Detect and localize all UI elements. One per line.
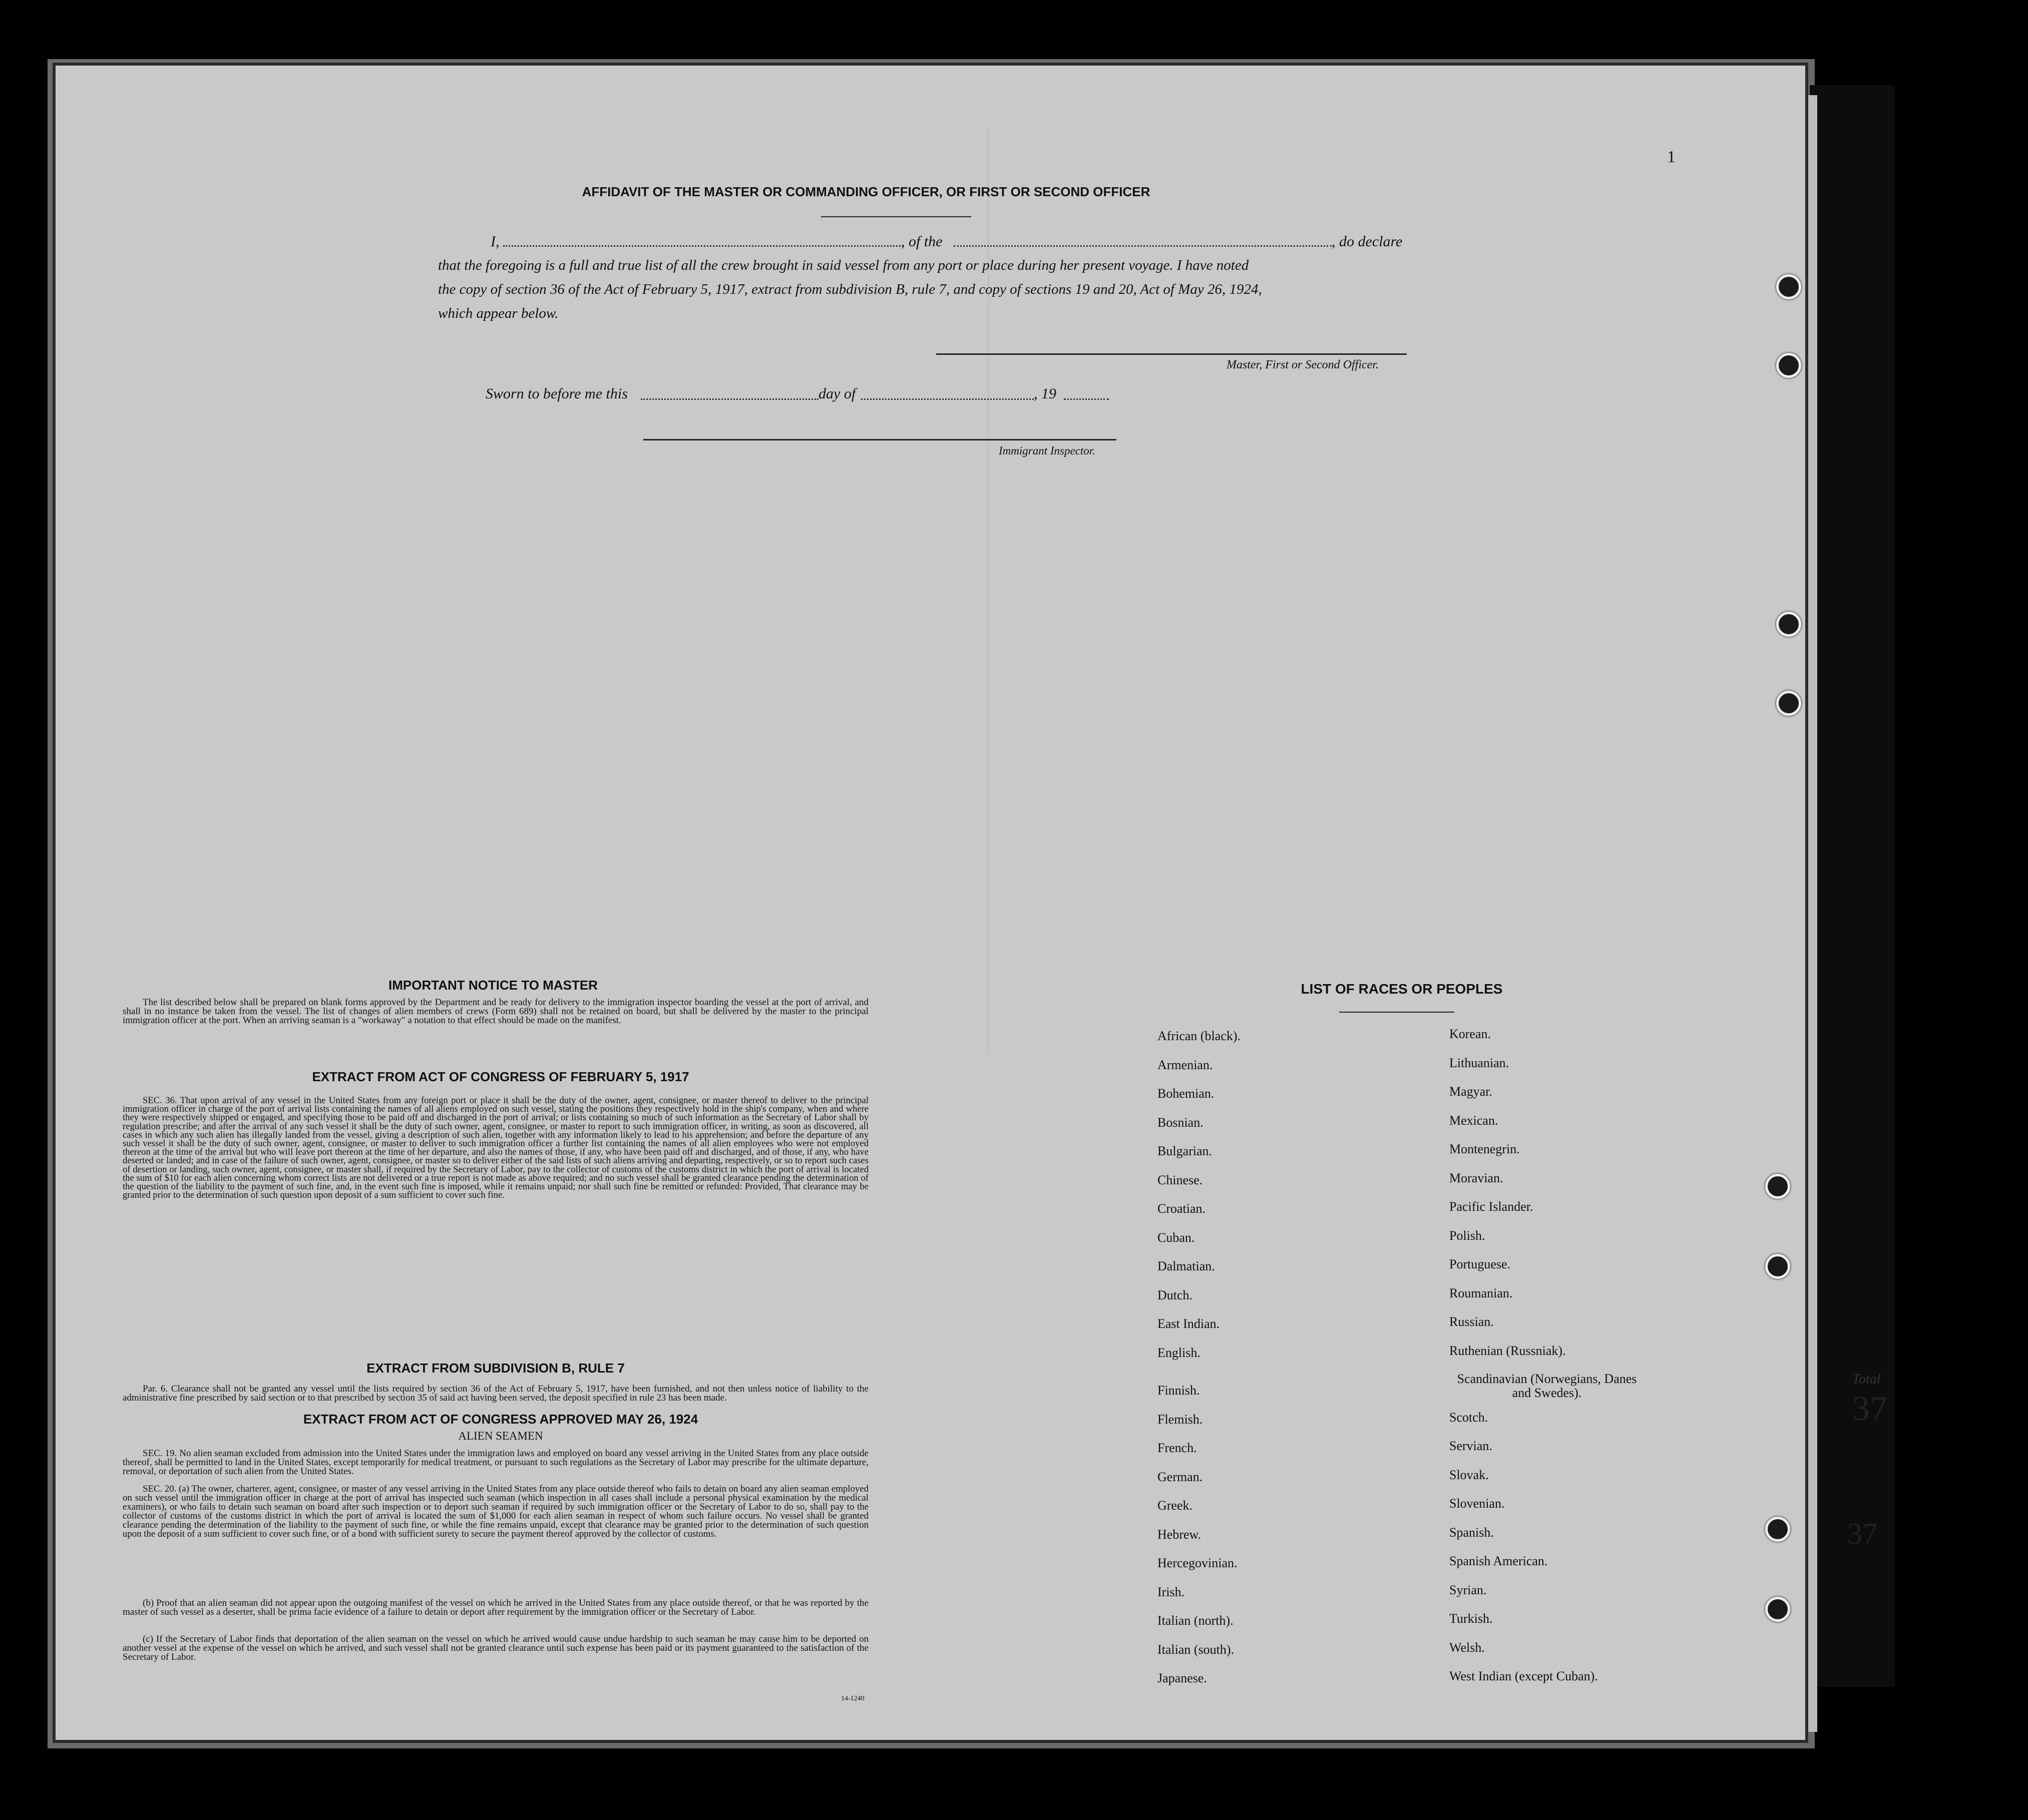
race-item: Russian. [1449, 1314, 1494, 1329]
punch-hole [1765, 1597, 1790, 1622]
race-item: Croatian. [1157, 1201, 1206, 1216]
race-item: Mexican. [1449, 1113, 1498, 1128]
race-item: Korean. [1449, 1027, 1491, 1041]
race-item: Dalmatian. [1157, 1259, 1215, 1273]
race-item: Spanish American. [1449, 1554, 1548, 1568]
race-item: Montenegrin. [1449, 1142, 1520, 1156]
race-item: Hercegovinian. [1157, 1556, 1238, 1570]
race-item: Servian. [1449, 1439, 1492, 1453]
race-item: Greek. [1157, 1498, 1193, 1513]
race-item: Slovak. [1449, 1467, 1489, 1482]
sworn-prefix: Sworn to before me this [486, 385, 628, 402]
alien-seamen-subtitle: ALIEN SEAMEN [458, 1430, 543, 1442]
race-item: Cuban. [1157, 1230, 1195, 1245]
race-item: Lithuanian. [1449, 1055, 1509, 1070]
race-item: Scandinavian (Norwegians, Danes and Swedes). [1457, 1372, 1637, 1400]
race-item: Ruthenian (Russniak). [1449, 1343, 1566, 1358]
race-item: Roumanian. [1449, 1285, 1513, 1300]
inspector-line [643, 439, 1116, 440]
sec19-text: SEC. 19. No alien seaman excluded from admission into the United States under the immigration laws and employed on board any vessel arriving in the United States from any place outside thereof, shall be permitted to land in the United States, except temporarily for medical treatment, or pursuant to such regulations as the Secretary of Labor may prescribe for the ultimate departure, removal, or deportation of such alien from the United States. [123, 1448, 869, 1477]
notice-title: IMPORTANT NOTICE TO MASTER [388, 978, 598, 993]
underlying-page-dark [1810, 85, 1895, 1687]
race-item: Finnish. [1157, 1383, 1200, 1398]
affidavit-title: AFFIDAVIT OF THE MASTER OR COMMANDING OFFICER, OR FIRST OR SECOND OFFICER [582, 184, 1150, 199]
race-item: Bosnian. [1157, 1115, 1203, 1130]
race-item: African (black). [1157, 1029, 1241, 1043]
race-item: Pacific Islander. [1449, 1199, 1533, 1214]
sworn-year: , 19 [1034, 385, 1056, 402]
affidavit-line4: which appear below. [438, 305, 559, 321]
affidavit-line1-i: I, [491, 233, 500, 250]
punch-hole [1776, 612, 1801, 637]
rule7-text: Par. 6. Clearance shall not be granted any vessel until the lists required by section 36 of the Act of February 5, 1917, have been furnished, and not then unless notice of liability to the administrative fine prescribed by said section or to that prescribed by section 35 of said act having been served, the deposit specified in rule 23 has been made. [123, 1384, 869, 1403]
second-total-value: 37 [1847, 1517, 1877, 1550]
affidavit-line2: that the foregoing is a full and true list of all the crew brought in said vessel from any port or place during her present voyage. I have noted [438, 257, 1249, 273]
blank-name [503, 245, 904, 247]
extract-1917-title: EXTRACT FROM ACT OF CONGRESS OF FEBRUARY 5, 1917 [312, 1069, 689, 1084]
punch-hole [1765, 1254, 1790, 1279]
race-item: Polish. [1449, 1228, 1485, 1243]
page-number: 1 [1667, 148, 1676, 166]
race-item: East Indian. [1157, 1316, 1220, 1331]
total-label: Total [1852, 1372, 1881, 1387]
blank-sworn-year [1064, 398, 1109, 400]
race-item: Armenian. [1157, 1057, 1213, 1072]
total-value: 37 [1852, 1390, 1887, 1428]
punch-hole [1765, 1174, 1790, 1199]
affidavit-line1-of: , of the [901, 233, 943, 250]
race-item: West Indian (except Cuban). [1449, 1669, 1598, 1683]
race-item: Turkish. [1449, 1611, 1493, 1626]
blank-vessel [954, 245, 1332, 247]
sworn-day: day of [819, 385, 856, 402]
race-item: Scotch. [1449, 1410, 1488, 1425]
punch-hole [1776, 274, 1801, 299]
punch-hole [1765, 1517, 1790, 1542]
sec20c-text: (c) If the Secretary of Labor finds that deportation of the alien seaman on the vessel on which he arrived would cause undue hardship to such seaman he may cause him to be deported on another vessel at the expense of the vessel on which he arrived, and such vessel shall not be granted clearance until such expense has been paid or its payment guaranteed to the satisfaction of the Secretary of Labor. [123, 1634, 869, 1662]
punch-hole [1776, 353, 1801, 378]
race-item: Italian (north). [1157, 1613, 1234, 1628]
race-item: Welsh. [1449, 1640, 1485, 1655]
race-item: Japanese. [1157, 1671, 1207, 1685]
inspector-label: Immigrant Inspector. [999, 444, 1095, 457]
race-item: Flemish. [1157, 1412, 1203, 1427]
form-number: 14-1240 [841, 1695, 865, 1702]
affidavit-line1-declare: , do declare [1332, 233, 1403, 250]
races-title: LIST OF RACES OR PEOPLES [1301, 981, 1503, 997]
race-item: Irish. [1157, 1584, 1185, 1599]
race-item: Italian (south). [1157, 1642, 1235, 1657]
title-underline [821, 216, 971, 217]
race-item: Magyar. [1449, 1084, 1492, 1099]
extract-1917-text: SEC. 36. That upon arrival of any vessel in the United States from any foreign port or place it shall be the duty of the owner, agent, consignee, or master thereof to deliver to the principal immigration officer in charge of the port of arrival lists containing the names of all aliens employed on such vessel, stating the positions they respectively hold in the ship's company, when and where they were respectively shipped or engaged, and specifying those to be paid off and discharged in the port of arrival; or lists containing so much of such information as the Secretary of Labor shall by regulation prescribe; and after the arrival of any such vessel it shall be the duty of such owner, agent, consignee, or master to report to such immigration officer, in writing, as soon as discovered, all cases in which any such alien has illegally landed from the vessel, giving a description of such alien, together with any information likely to lead to his apprehension; and before the departure of any such vessel it shall be the duty of such owner, agent, consignee, or master to deliver to such immigration officer a further list containing the names of all alien employees who were not employed thereon at the time of the arrival but who will leave port thereon at the time of her departure, and also the names of those, if any, who have been paid off and discharged, and of those, if any, who have deserted or landed; and in case of the failure of such owner, agent, consignee, or master so to deliver either of the said lists of such aliens arriving and departing, respectively, or so to report such cases of desertion or landing, such owner, agent, consignee, or master shall, if required by the Secretary of Labor, pay to the collector of customs of the customs district in which the port of arrival is located the sum of $10 for each alien concerning whom correct lists are not delivered or a true report is not made as above required; and no such vessel shall be granted clearance pending the determination of the question of the liability to the payment of such fine, and, in the event such fine is imposed, while it remains unpaid; nor shall such fine be remitted or refunded: Provided, That clearance may be granted prior to the determination of such question upon deposit of a sum sufficient to cover such fine. [123, 1095, 869, 1201]
affidavit-line3: the copy of section 36 of the Act of February 5, 1917, extract from subdivision B, rule 7, and copy of sections 19 and 20, Act of May 26, 1924, [438, 281, 1262, 297]
extract-1924-title: EXTRACT FROM ACT OF CONGRESS APPROVED MAY 26, 1924 [303, 1412, 698, 1427]
race-item: Bulgarian. [1157, 1144, 1212, 1158]
blank-sworn-month [861, 398, 1034, 400]
rule7-title: EXTRACT FROM SUBDIVISION B, RULE 7 [366, 1360, 625, 1376]
race-item: Moravian. [1449, 1170, 1503, 1185]
sec20b-text: (b) Proof that an alien seaman did not appear upon the outgoing manifest of the vessel on which he arrived in the United States from any place outside thereof, or that he was reported by the master of such vessel as a deserter, shall be prima facie evidence of a failure to detain or deport after requirement by the immigration officer or the Secretary of Labor. [123, 1598, 869, 1617]
race-item: German. [1157, 1469, 1203, 1484]
signature-line [936, 353, 1407, 355]
blank-sworn-date [641, 398, 819, 400]
race-item: Portuguese. [1449, 1257, 1511, 1271]
race-item: Chinese. [1157, 1172, 1203, 1187]
races-title-underline [1339, 1012, 1454, 1013]
race-item: Bohemian. [1157, 1086, 1214, 1101]
sec20a-text: SEC. 20. (a) The owner, charterer, agent, consignee, or master of any vessel arriving in the United States from any place outside thereof who fails to detain on board any alien seaman employed on such vessel until the immigration officer in charge at the port of arrival has inspected such seaman (which inspection in all cases shall include a personal physical examination by the medical examiners), or who fails to detain such seaman on board after such inspection or to deport such seaman if required by such immigration officer or the Secretary of Labor to do so, shall pay to the collector of customs of the customs district in which the port of arrival is located the sum of $1,000 for each alien seaman in respect of whom such failure occurs. No vessel shall be granted clearance pending the determination of the liability to the payment of such fine, or while the fine remains unpaid, except that clearance may be granted prior to the determination of such question upon the deposit of a sum sufficient to cover such fine, or of a bond with sufficient surety to secure the payment thereof approved by the collector of customs. [123, 1484, 869, 1539]
race-item: Syrian. [1449, 1582, 1487, 1597]
race-item: Hebrew. [1157, 1527, 1201, 1542]
signature-label: Master, First or Second Officer. [1227, 358, 1379, 371]
race-item: Spanish. [1449, 1525, 1494, 1540]
punch-hole [1776, 691, 1801, 716]
race-item: Slovenian. [1449, 1496, 1505, 1511]
race-item: Dutch. [1157, 1287, 1193, 1302]
race-item: English. [1157, 1345, 1200, 1360]
race-item: French. [1157, 1441, 1197, 1455]
notice-text: The list described below shall be prepared on blank forms approved by the Department and be ready for delivery to the immigration inspector boarding the vessel at the port of arrival, and shall in no instance be taken from the vessel. The list of changes of alien members of crews (Form 689) shall not be retained on board, but shall be delivered by the master to the principal immigration officer at the port. When an arriving seaman is a "workaway" a notation to that effect should be made on the manifest. [123, 997, 869, 1026]
